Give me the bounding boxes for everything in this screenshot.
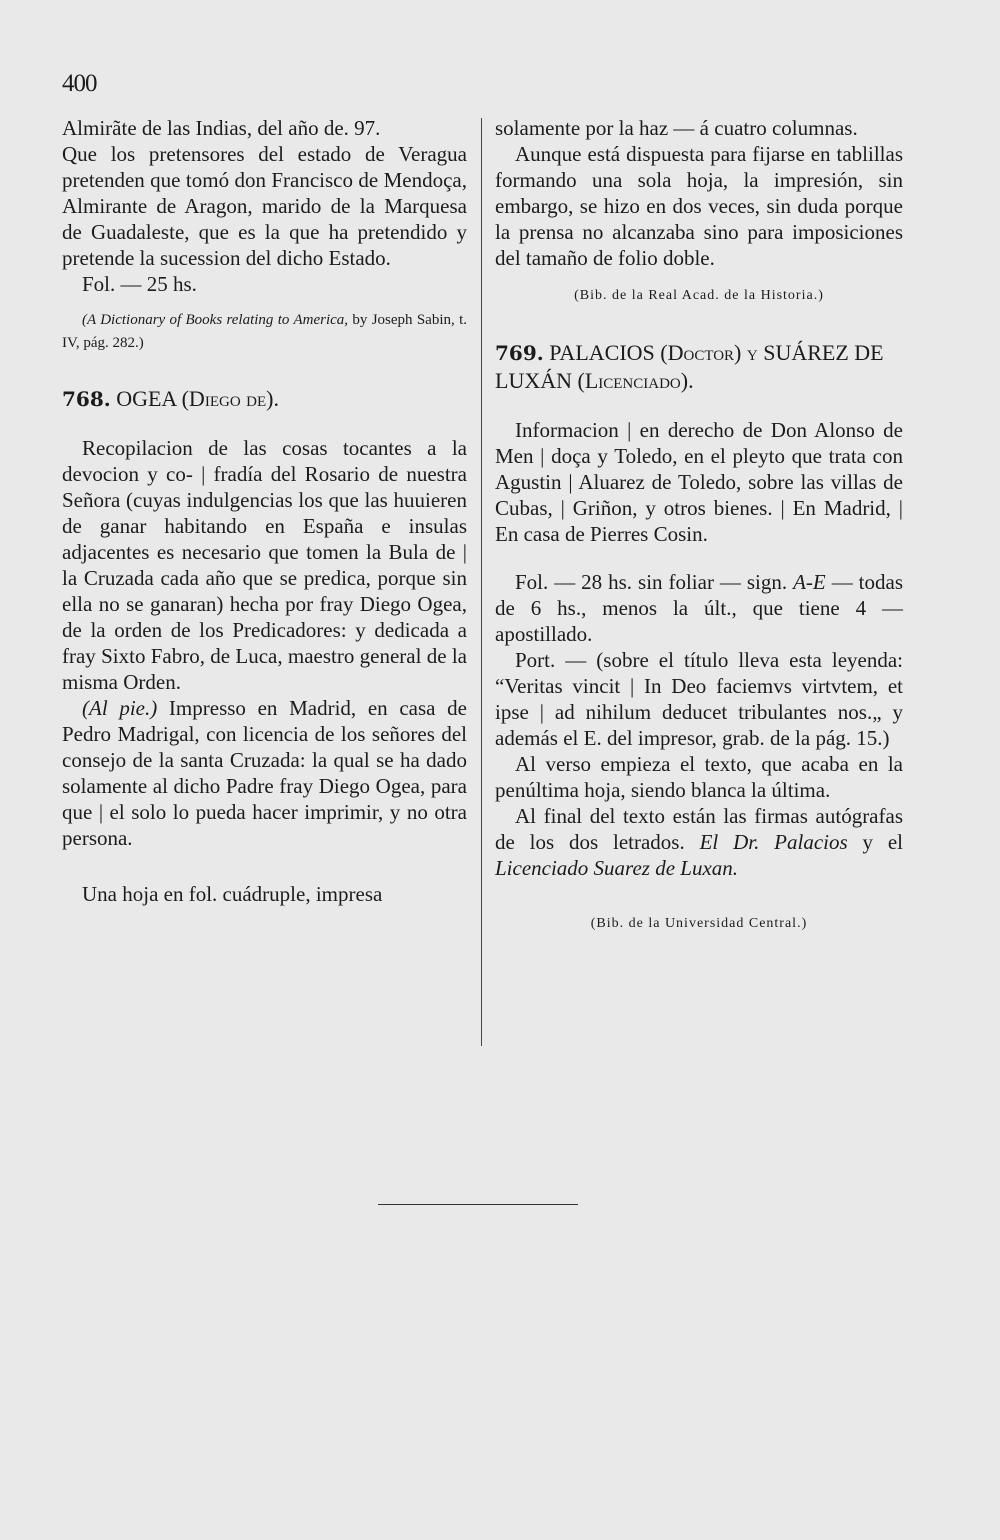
entry-heading-768 xyxy=(62,385,467,413)
imprint-label: (Al pie.) xyxy=(82,696,158,720)
imprint-note xyxy=(62,695,467,851)
entry-title: SUÁREZ DE LUXÁN xyxy=(495,340,884,393)
paragraph: Que los pretensores del estado de Veragua pretenden que tomó don Francisco de Mendoça, Almirante de Aragon, marido de la Marquesa de Guadaleste, que es la que ha pretendido y pretende la sucession del dicho Estado. xyxy=(62,142,467,270)
folio-text: — todas de 6 hs., menos la últ., que tiene 4 — apostillado. xyxy=(495,570,904,646)
signature-name: Licenciado Suarez de Luxan. xyxy=(495,856,739,880)
imprint-text: Impresso en Madrid, en casa de Pedro Madrigal, con licencia de los señores del consejo de la santa Cruzada: la qual se ha dado solamente al dicho Padre fray Diego Ogea, para que | el solo lo pueda hacer imprimir, y no otra persona. xyxy=(62,696,468,850)
entry-heading-769 xyxy=(495,339,903,395)
entry-subtitle: (Diego de). xyxy=(181,386,279,411)
folio-text: Fol. — 28 hs. sin foliar — sign. xyxy=(515,570,788,594)
paragraph: Aunque está dispuesta para fijarse en tablillas formando una sola hoja, la impresión, sin embargo, se hizo en dos veces, sin duda porque la prensa no alcanzaba sino para imposiciones del tamaño de folio doble. xyxy=(495,142,903,270)
reference-title: (A Dictionary of Books relating to America, xyxy=(82,312,349,328)
portada-note: Port. — (sobre el título lleva esta leyenda: “Veritas vincit | In Deo faciemvs virtvtem, et ipse | ad nihilum deducet tribulantes nos.„ y además el E. del impresor, grab. de la pág. 15.) xyxy=(495,648,903,750)
entry-conjunction: y xyxy=(746,340,758,365)
page-number: 400 xyxy=(62,70,97,97)
entry-number: 769. xyxy=(495,341,544,365)
paragraph: solamente por la haz — á cuatro columnas. xyxy=(495,116,858,140)
reference-note xyxy=(62,309,467,355)
right-column xyxy=(495,115,903,937)
entry-description: Informacion | en derecho de Don Alonso de Men | doça y Toledo, en el pleyto que trata con Agustin | Aluarez de Toledo, sobre las villas de Cubas, | Griñon, y otros bienes. | En Madrid, | En casa de Pierres Cosin. xyxy=(495,418,903,546)
entry-title: OGEA xyxy=(116,386,177,411)
final-text: Al final del texto están las firmas autógrafas de los dos letrados. xyxy=(495,804,903,854)
entry-number: 768. xyxy=(62,387,111,411)
paragraph xyxy=(495,803,903,881)
folio-note xyxy=(495,569,903,647)
column-divider xyxy=(481,118,482,1046)
paragraph: Una hoja en fol. cuádruple, impresa xyxy=(82,882,383,906)
reference-rest: by Joseph Sabin, t. IV, pág. 282.) xyxy=(62,312,468,351)
folio-note: Fol. — 25 hs. xyxy=(82,272,197,296)
library-reference: (Bib. de la Universidad Central.) xyxy=(590,916,808,931)
library-reference: (Bib. de la Real Acad. de la Historia.) xyxy=(574,288,824,303)
entry-subtitle: (Doctor) xyxy=(660,340,742,365)
entry-title: PALACIOS xyxy=(549,340,655,365)
paragraph: Al verso empieza el texto, que acaba en la penúltima hoja, siendo blanca la última. xyxy=(495,752,903,802)
closing-rule xyxy=(378,1204,578,1205)
left-column xyxy=(62,115,467,907)
signature-name: El Dr. Palacios xyxy=(699,830,848,854)
final-text: y el xyxy=(847,830,903,854)
folio-signature: A-E xyxy=(793,570,826,594)
paragraph: Almirãte de las Indias, del año de. 97. xyxy=(62,116,381,140)
entry-subtitle: (Licenciado). xyxy=(577,368,694,393)
entry-description: Recopilacion de las cosas tocantes a la devocion y co- | fradía del Rosario de nuestra Señora (cuyas indulgencias los que las huuieren de ganar habitando en España e insulas adjacentes es necesario que tomen la Bula de | la Cruzada cada año que se predica, porque sin ella no se ganaran) hecha por fray Diego Ogea, de la orden de los Predicadores: y dedicada a fray Sixto Fabro, de Luca, maestro general de la misma Orden. xyxy=(62,436,467,694)
